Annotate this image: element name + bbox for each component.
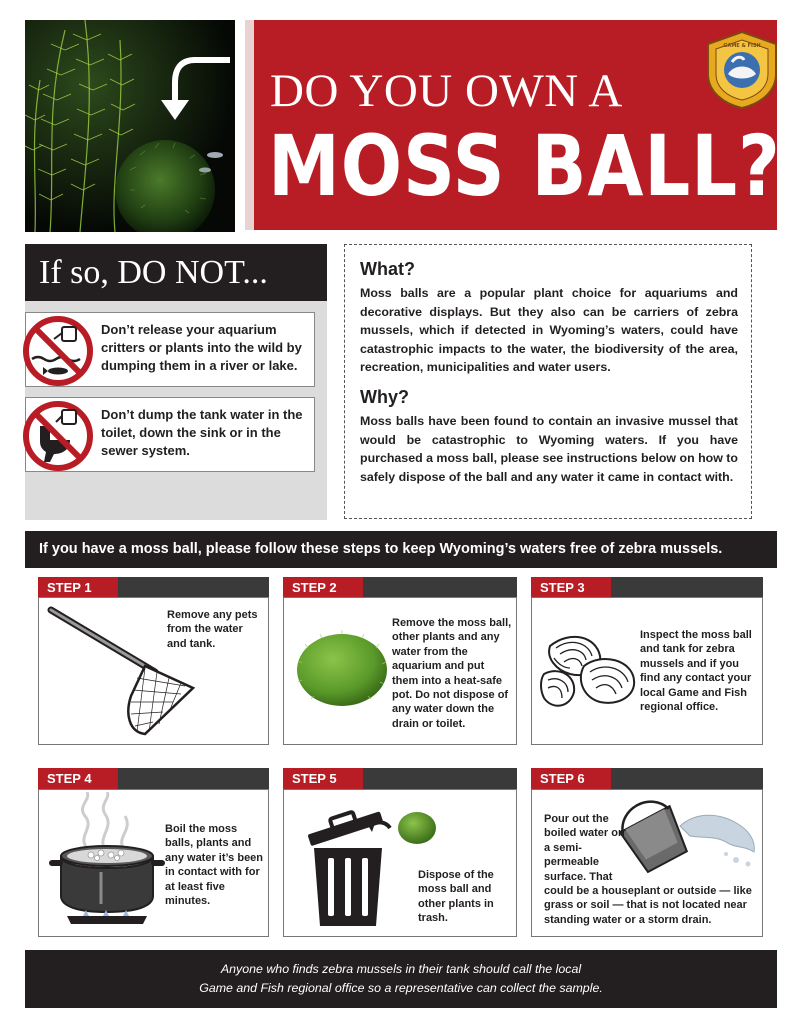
title-line-1: DO YOU OWN A (270, 65, 623, 117)
no-dumping-river-icon (18, 313, 98, 388)
do-not-item (25, 312, 315, 387)
step-header (283, 577, 517, 598)
do-not-heading: If so, DO NOT... (25, 244, 327, 301)
step-text: Pour out the boiled water on a semi-permeable surface. That (544, 813, 625, 883)
boiling-pot-icon (47, 792, 167, 932)
step-text: Inspect the moss ball and tank for zebra mussels and if you find any contact your local Game and Fish regional office. (640, 629, 752, 714)
title-banner (245, 20, 781, 230)
step-text: Remove any pets from the water and tank. (167, 609, 258, 650)
step-card (531, 789, 763, 937)
game-fish-badge-icon (702, 30, 782, 110)
step-header (531, 577, 763, 598)
step-card (283, 597, 517, 745)
step-label: STEP 2 (283, 577, 363, 598)
step-card (38, 597, 269, 745)
step-header (38, 577, 269, 598)
pouring-bucket-icon (616, 796, 758, 874)
step-header (38, 768, 269, 789)
step-label: STEP 6 (531, 768, 611, 789)
title-line-2: MOSS BALL? (268, 117, 781, 215)
svg-text:GAME & FISH: GAME & FISH (723, 43, 761, 49)
step-card (38, 789, 269, 937)
step-label: STEP 1 (38, 577, 118, 598)
footer-callout (25, 950, 777, 1008)
footer-line-2: Game and Fish regional office so a representative can collect the sample. (199, 981, 603, 995)
info-box (344, 244, 752, 519)
zebra-mussel-icon (540, 626, 640, 716)
do-not-item (25, 397, 315, 472)
step-card (283, 789, 517, 937)
step-header (531, 768, 763, 789)
do-not-item-text: Don’t dump the tank water in the toilet, down the sink or in the sewer system. (101, 407, 303, 458)
step-text-continued: could be a houseplant or outside — like grass or soil — that is not located near standing water or a storm drain. (544, 885, 752, 926)
moss-ball-icon (294, 628, 390, 708)
why-heading: Why? (360, 387, 409, 407)
what-heading: What? (360, 259, 415, 279)
do-not-item-text: Don’t release your aquarium critters or plants into the wild by dumping them in a river or lake. (101, 322, 302, 373)
step-label: STEP 3 (531, 577, 611, 598)
what-text: Moss balls are a popular plant choice for aquariums and decorative displays. But they also can be carriers of zebra mussels, which if detected in Wyoming’s waters, could have catastrophic impacts to the water, the biodiversity of the area, recreation, municipalities and water users. (360, 286, 738, 374)
footer-line-1: Anyone who finds zebra mussels in their tank should call the local (220, 962, 582, 976)
steps-intro-bar: If you have a moss ball, please follow these steps to keep Wyoming’s waters free of zebra mussels. (25, 531, 777, 568)
step-label: STEP 5 (283, 768, 363, 789)
step-label: STEP 4 (38, 768, 118, 789)
do-not-panel (25, 244, 327, 520)
step-text: Dispose of the moss ball and other plants in trash. (418, 869, 494, 925)
step-text: Boil the moss balls, plants and any water it’s been in contact with for at least five minutes. (165, 823, 264, 908)
why-text: Moss balls have been found to contain an invasive mussel that would be catastrophic to Wyoming waters. If you have purchased a moss ball, please see instructions below on how to safely dispose of the ball and any water it came in contact with. (360, 414, 739, 484)
trash-can-icon (298, 800, 398, 930)
step-header (283, 768, 517, 789)
step-text: Remove the moss ball, other plants and any water from the aquarium and put them into a heat-safe pot. Do not dispose of any water down the drain or toilet. (392, 617, 512, 730)
step-card (531, 597, 763, 745)
moss-ball-icon (396, 810, 438, 846)
moss-ball-photo (25, 20, 235, 232)
no-dumping-toilet-icon (18, 398, 98, 473)
